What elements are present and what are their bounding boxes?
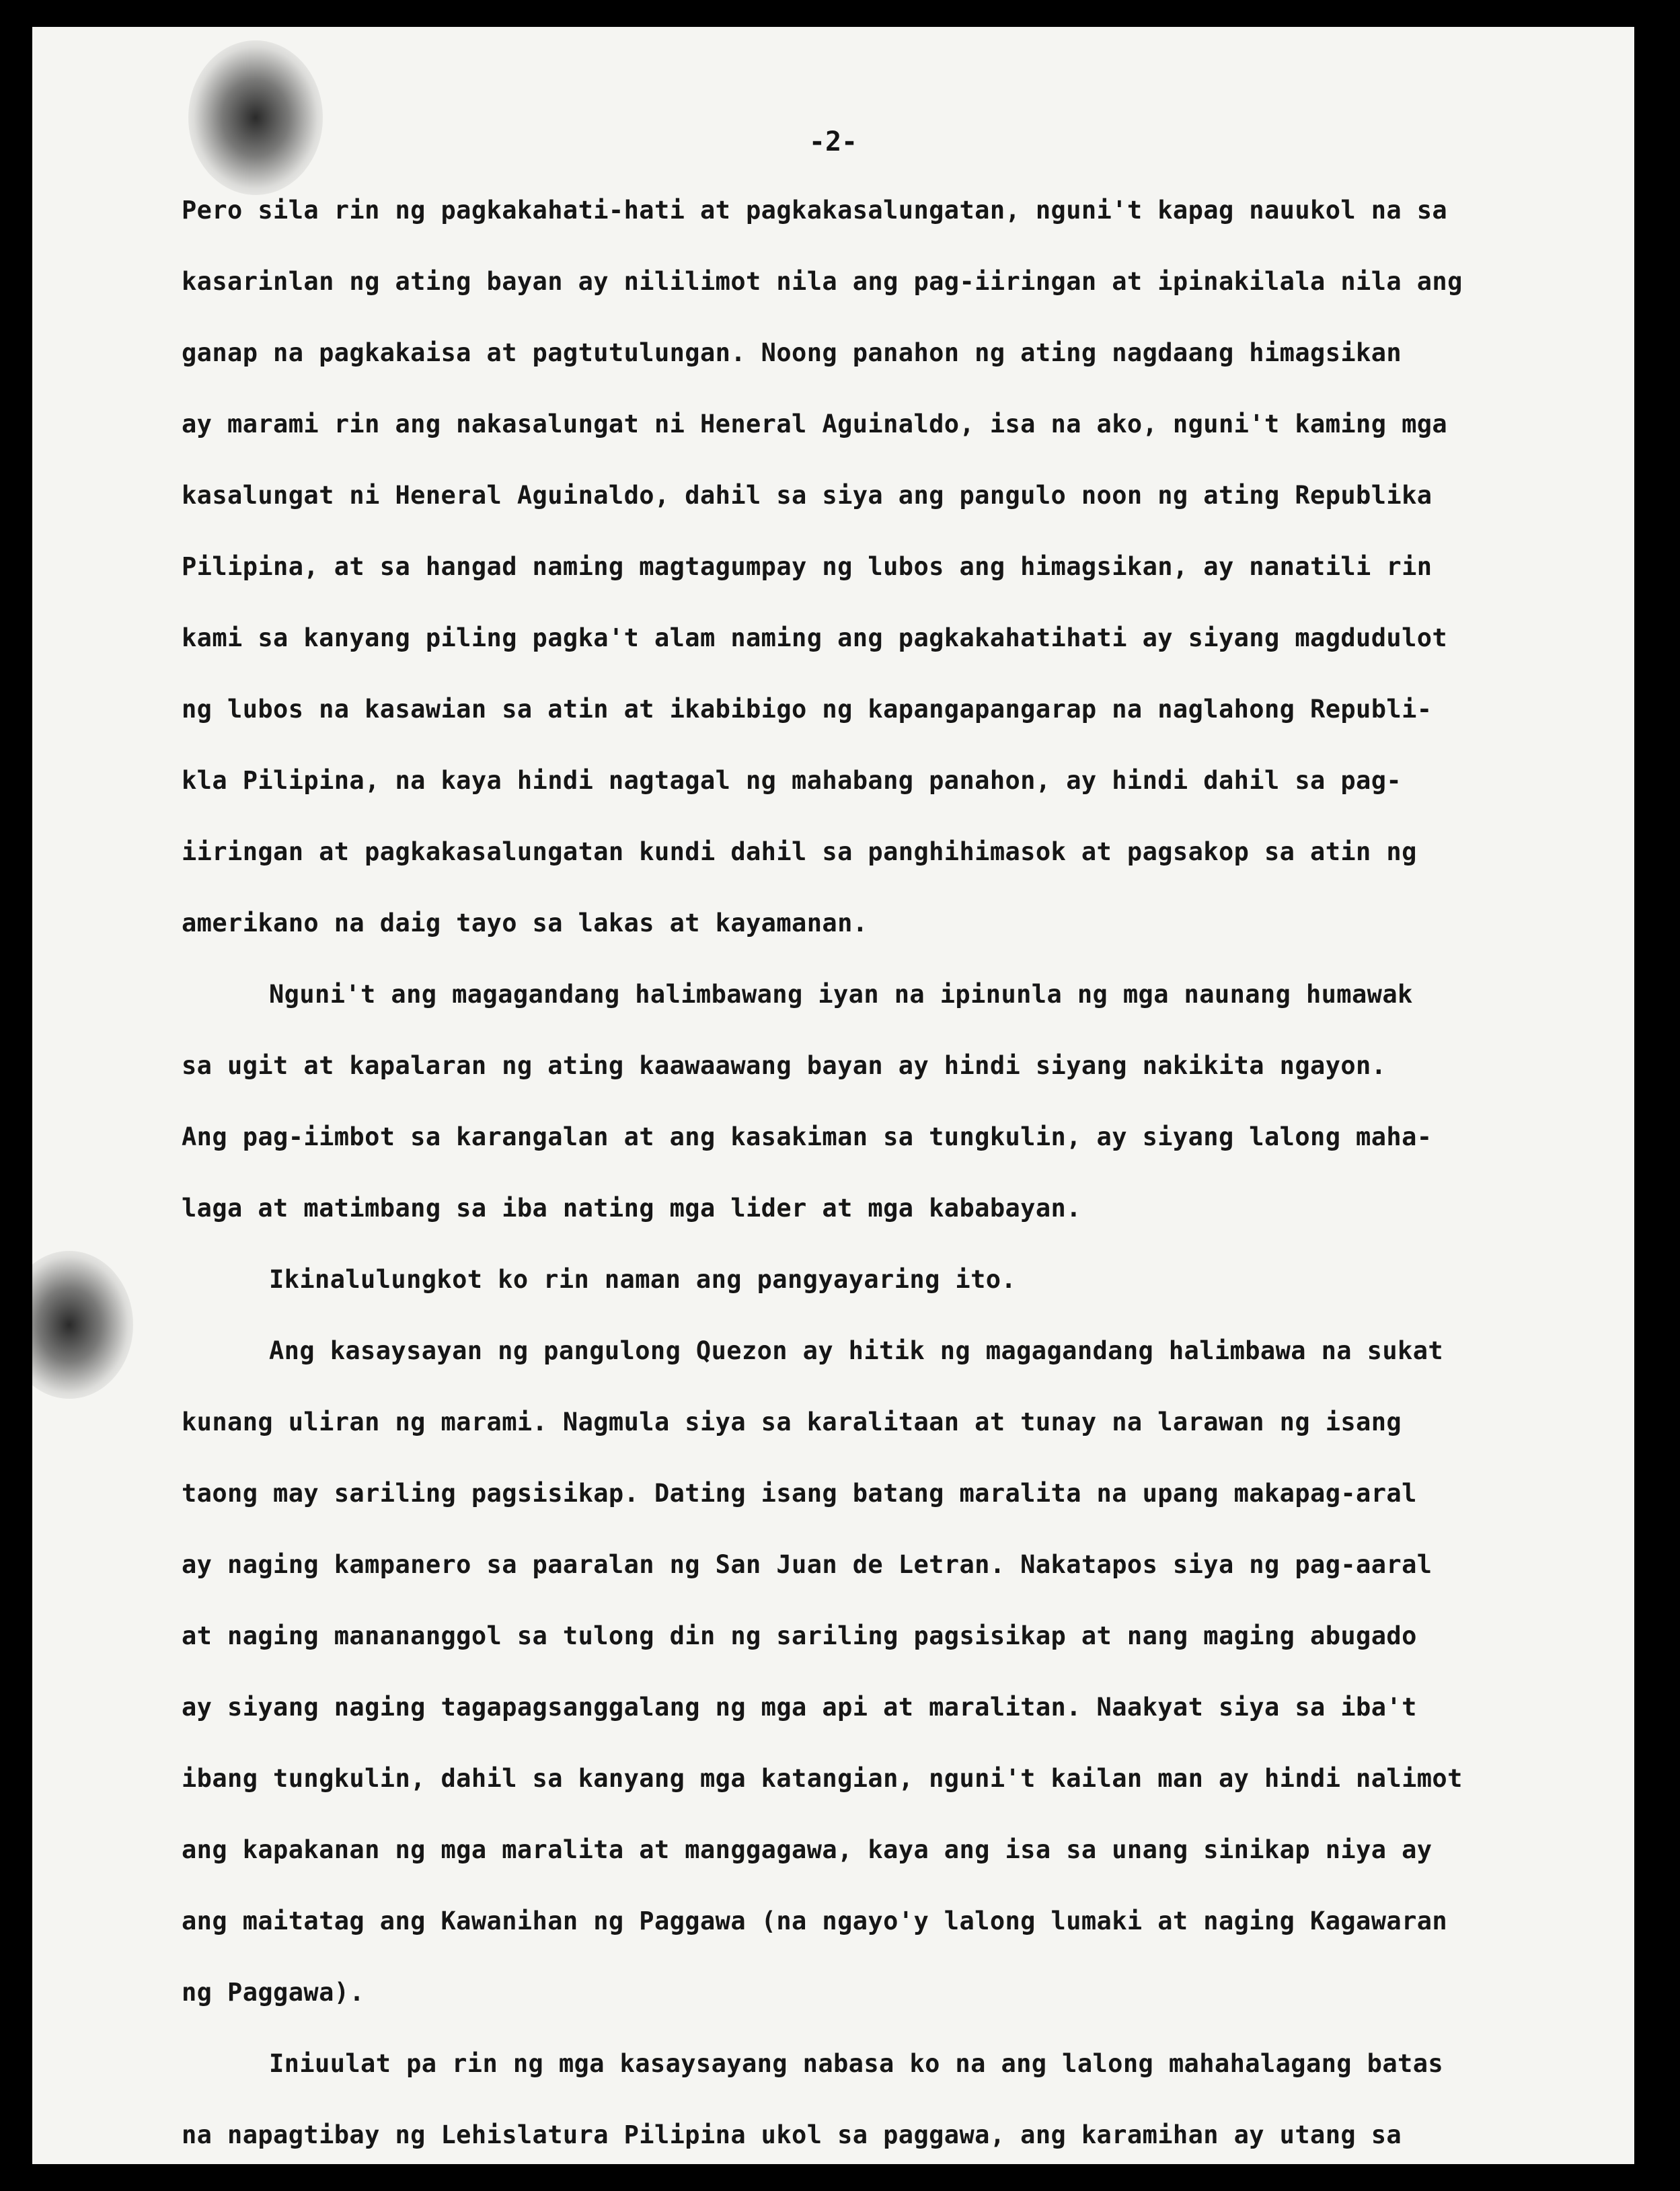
text-line: iiringan at pagkakasalungatan kundi dahil sa panghihimasok at pagsakop sa atin ng [182, 837, 1417, 866]
text-line: sa ugit at kapalaran ng ating kaawaawang bayan ay hindi siyang nakikita ngayon. [182, 1051, 1387, 1080]
text-line: Ang kasaysayan ng pangulong Quezon ay hitik ng magagandang halimbawa na sukat [269, 1336, 1444, 1365]
document-body [182, 175, 1634, 2164]
text-line: kunang uliran ng marami. Nagmula siya sa karalitaan at tunay na larawan ng isang [182, 1408, 1402, 1436]
text-line: Ikinalulungkot ko rin naman ang pangyayaring ito. [269, 1265, 1017, 1294]
text-line: ng Paggawa). [182, 1978, 365, 2007]
document-page [32, 27, 1634, 2164]
text-line: kla Pilipina, na kaya hindi nagtagal ng mahabang panahon, ay hindi dahil sa pag- [182, 766, 1402, 795]
text-line: ay marami rin ang nakasalungat ni Heneral Aguinaldo, isa na ako, nguni't kaming mga [182, 410, 1448, 438]
text-line: ang maitatag ang Kawanihan ng Paggawa (na ngayo'y lalong lumaki at naging Kagawaran [182, 1907, 1448, 1935]
text-line: Ang pag-iimbot sa karangalan at ang kasakiman sa tungkulin, ay siyang lalong maha- [182, 1122, 1433, 1151]
text-line: Iniuulat pa rin ng mga kasaysayang nabasa ko na ang lalong mahahalagang batas [269, 2049, 1444, 2078]
text-line: ng lubos na kasawian sa atin at ikabibigo ng kapangapangarap na naglahong Republi- [182, 695, 1433, 724]
text-line: kasarinlan ng ating bayan ay nililimot nila ang pag-iiringan at ipinakilala nila ang [182, 267, 1463, 296]
text-line: Pilipina, at sa hangad naming magtagumpay ng lubos ang himagsikan, ay nanatili rin [182, 552, 1433, 581]
text-line: ang kapakanan ng mga maralita at manggagawa, kaya ang isa sa unang sinikap niya ay [182, 1835, 1433, 1864]
text-line: amerikano na daig tayo sa lakas at kayamanan. [182, 909, 868, 937]
text-line: na napagtibay ng Lehislatura Pilipina ukol sa paggawa, ang karamihan ay utang sa [182, 2120, 1402, 2149]
ink-stain [32, 1251, 133, 1399]
page-number: -2- [808, 126, 858, 157]
text-line: laga at matimbang sa iba nating mga lider at mga kababayan. [182, 1194, 1081, 1223]
ink-stain [188, 40, 323, 195]
text-line: Pero sila rin ng pagkakahati-hati at pagkakasalungatan, nguni't kapag nauukol na sa [182, 196, 1448, 225]
text-line: kami sa kanyang piling pagka't alam naming ang pagkakahatihati ay siyang magdudulot [182, 623, 1448, 652]
text-line: kasalungat ni Heneral Aguinaldo, dahil sa siya ang pangulo noon ng ating Republika [182, 481, 1433, 510]
text-line: ganap na pagkakaisa at pagtutulungan. Noong panahon ng ating nagdaang himagsikan [182, 338, 1402, 367]
text-line: at naging manananggol sa tulong din ng sariling pagsisikap at nang maging abugado [182, 1621, 1417, 1650]
text-line: taong may sariling pagsisikap. Dating isang batang maralita na upang makapag-aral [182, 1479, 1417, 1508]
text-line: ibang tungkulin, dahil sa kanyang mga katangian, nguni't kailan man ay hindi nalimot [182, 1764, 1463, 1793]
text-line: Nguni't ang magagandang halimbawang iyan na ipinunla ng mga naunang humawak [269, 980, 1413, 1009]
text-line: ay naging kampanero sa paaralan ng San Juan de Letran. Nakatapos siya ng pag-aaral [182, 1550, 1433, 1579]
text-line: ay siyang naging tagapagsanggalang ng mga api at maralitan. Naakyat siya sa iba't [182, 1693, 1417, 1722]
